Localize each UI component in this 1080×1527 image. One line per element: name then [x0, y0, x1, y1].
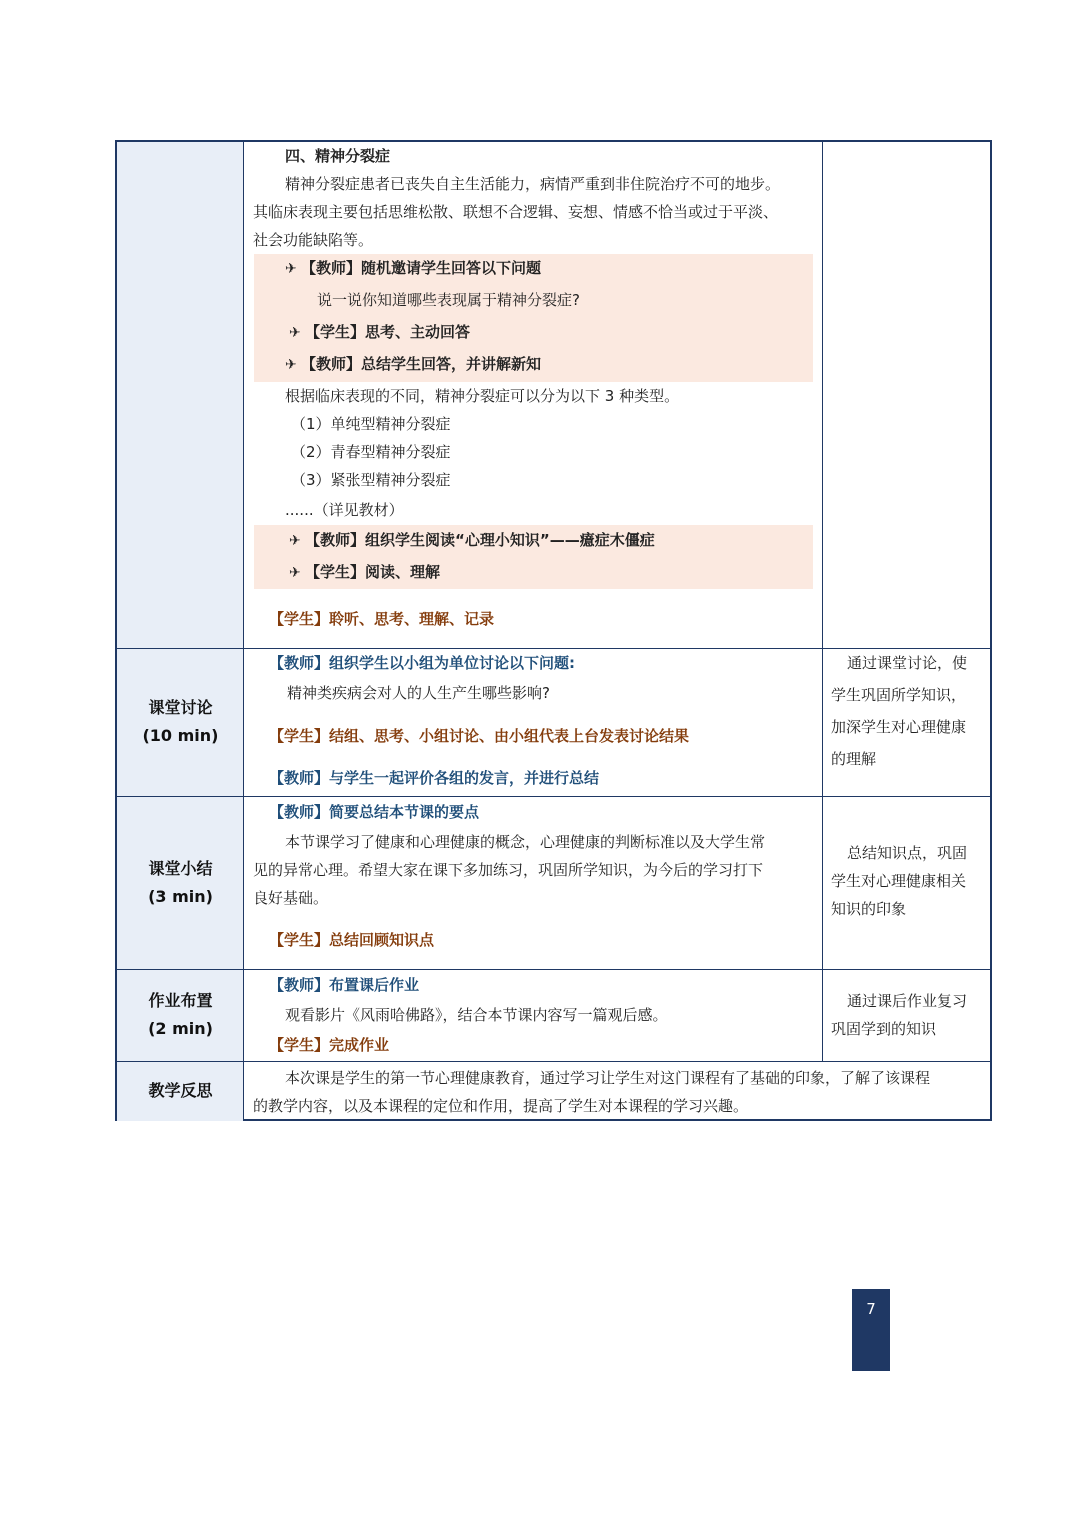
- types-intro: 根据临床表现的不同，精神分裂症可以分为以下 3 种类型。: [285, 387, 680, 405]
- summary-teacher: 【教师】简要总结本节课的要点: [269, 803, 480, 821]
- label-cell-homework: [117, 969, 244, 1061]
- type-item: （3）紧张型精神分裂症: [291, 471, 451, 489]
- label-cell-empty: [117, 142, 244, 648]
- airplane-icon: ✈: [289, 533, 301, 549]
- label-cell-summary: [117, 796, 244, 969]
- grid-line: [243, 142, 244, 1121]
- lesson-plan-table: [115, 140, 992, 1121]
- paragraph-line: 社会功能缺陷等。: [253, 231, 374, 249]
- discussion-time: (10 min): [142, 726, 219, 745]
- teacher-summary: ✈ 【教师】总结学生回答，并讲解新知: [285, 350, 541, 379]
- summary-time: (3 min): [148, 886, 213, 906]
- student-read: ✈ 【学生】阅读、理解: [289, 558, 440, 587]
- homework-time: (2 min): [148, 1019, 213, 1038]
- student-answer: ✈ 【学生】思考、主动回答: [289, 318, 470, 347]
- grid-line: [117, 796, 992, 797]
- summary-line: 良好基础。: [253, 889, 329, 907]
- type-item: （1）单纯型精神分裂症: [291, 415, 451, 433]
- homework-label: 作业布置: [148, 991, 213, 1010]
- summary-label: 课堂小结: [148, 858, 213, 878]
- label-cell-reflection: [117, 1061, 244, 1121]
- homework-teacher: 【教师】布置课后作业: [269, 976, 420, 994]
- discussion-teacher-eval: 【教师】与学生一起评价各组的发言，并进行总结: [269, 769, 600, 787]
- grid-line: [117, 1061, 992, 1062]
- reflection-line: 本次课是学生的第一节心理健康教育，通过学习让学生对这门课程有了基础的印象，了解了该课程: [285, 1069, 931, 1087]
- section-heading: 四、精神分裂症: [285, 147, 391, 165]
- grid-line: [117, 969, 992, 970]
- airplane-icon: ✈: [289, 325, 301, 341]
- teacher-read: ✈ 【教师】组织学生阅读“心理小知识”——癔症木僵症: [289, 526, 655, 555]
- airplane-icon: ✈: [285, 261, 297, 277]
- airplane-icon: ✈: [285, 357, 297, 373]
- homework-student: 【学生】完成作业: [269, 1036, 390, 1054]
- summary-line: 见的异常心理。希望大家在课下多加练习，巩固所学知识，为今后的学习打下: [253, 861, 764, 879]
- label-cell-discussion: [117, 648, 244, 796]
- question-text: 说一说你知道哪些表现属于精神分裂症?: [317, 291, 580, 309]
- summary-note: 总结知识点，巩固 学生对心理健康相关 知识的印象: [831, 844, 968, 918]
- more-text: ......（详见教材）: [285, 501, 404, 519]
- discussion-teacher: 【教师】组织学生以小组为单位讨论以下问题:: [269, 654, 576, 672]
- summary-line: 本节课学习了健康和心理健康的概念，心理健康的判断标准以及大学生常: [285, 833, 766, 851]
- paragraph-line: 其临床表现主要包括思维松散、联想不合逻辑、妄想、情感不恰当或过于平淡、: [253, 203, 779, 221]
- homework-content: 观看影片《风雨哈佛路》，结合本节课内容写一篇观后感。: [285, 1006, 668, 1024]
- type-item: （2）青春型精神分裂症: [291, 443, 451, 461]
- paragraph-line: 精神分裂症患者已丧失自主生活能力，病情严重到非住院治疗不可的地步。: [285, 175, 781, 193]
- discussion-question: 精神类疾病会对人的人生产生哪些影响?: [287, 684, 550, 702]
- grid-line: [822, 142, 823, 1061]
- discussion-student: 【学生】结组、思考、小组讨论、由小组代表上台发表讨论结果: [269, 727, 690, 745]
- reflection-line: 的教学内容，以及本课程的定位和作用，提高了学生对本课程的学习兴趣。: [253, 1097, 749, 1115]
- student-listen: 【学生】聆听、思考、理解、记录: [269, 610, 495, 628]
- discussion-note: 通过课堂讨论，使 学生巩固所学知识， 加深学生对心理健康 的理解: [831, 654, 968, 768]
- homework-note: 通过课后作业复习 巩固学到的知识: [831, 992, 968, 1038]
- page-number: 7: [852, 1289, 890, 1371]
- reflection-label: 教学反思: [148, 1081, 213, 1100]
- discussion-label: 课堂讨论: [148, 698, 213, 717]
- airplane-icon: ✈: [289, 565, 301, 581]
- teacher-ask: ✈ 【教师】随机邀请学生回答以下问题: [285, 254, 541, 283]
- summary-student: 【学生】总结回顾知识点: [269, 931, 435, 949]
